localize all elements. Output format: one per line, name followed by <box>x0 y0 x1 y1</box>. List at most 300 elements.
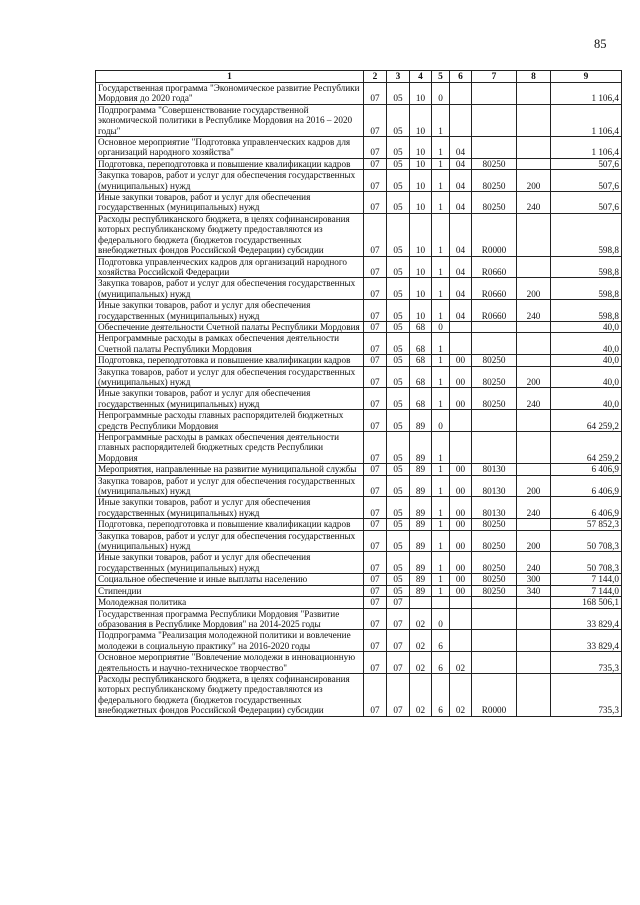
code-measure-cell <box>450 104 472 136</box>
table-row <box>96 321 622 332</box>
code-measure-cell <box>450 410 472 432</box>
code-measure-cell: 00 <box>450 585 472 596</box>
code-subprogram-cell: 1 <box>432 170 450 192</box>
code-subprogram-cell: 1 <box>432 158 450 169</box>
code-direction-cell <box>472 432 517 464</box>
row-amount-cell: 507,6 <box>551 192 622 214</box>
code-subprogram-cell: 0 <box>432 608 450 630</box>
column-header: 9 <box>551 71 622 83</box>
row-name-cell: Подготовка, переподготовка и повышение квалификации кадров <box>96 355 364 366</box>
code-expense-type-cell: 240 <box>517 497 551 519</box>
column-header: 8 <box>517 71 551 83</box>
code-program-cell: 02 <box>410 652 432 674</box>
row-amount-cell: 40,0 <box>551 321 622 332</box>
row-amount-cell: 598,8 <box>551 300 622 322</box>
code-program-cell: 89 <box>410 574 432 585</box>
code-program-cell: 68 <box>410 333 432 355</box>
code-direction-cell <box>472 333 517 355</box>
row-name-cell: Основное мероприятие "Вовлечение молодежи в инновационную деятельность и научно-техническое творчество" <box>96 652 364 674</box>
code-program-cell: 68 <box>410 366 432 388</box>
table-row <box>96 608 622 630</box>
table-row <box>96 158 622 169</box>
row-name-cell: Закупка товаров, работ и услуг для обеспечения государственных (муниципальных) нужд <box>96 278 364 300</box>
code-ministry-cell: 07 <box>364 83 387 105</box>
code-expense-type-cell <box>517 355 551 366</box>
code-measure-cell: 04 <box>450 278 472 300</box>
code-expense-type-cell <box>517 597 551 608</box>
budget-table <box>95 70 622 717</box>
code-measure-cell: 04 <box>450 137 472 159</box>
code-direction-cell <box>472 652 517 674</box>
row-amount-cell: 40,0 <box>551 366 622 388</box>
code-section-cell: 05 <box>387 321 410 332</box>
code-ministry-cell: 07 <box>364 300 387 322</box>
row-amount-cell: 598,8 <box>551 256 622 278</box>
row-amount-cell: 507,6 <box>551 158 622 169</box>
code-measure-cell <box>450 333 472 355</box>
code-subprogram-cell: 1 <box>432 585 450 596</box>
code-subprogram-cell: 0 <box>432 410 450 432</box>
code-section-cell: 05 <box>387 585 410 596</box>
table-row <box>96 366 622 388</box>
code-direction-cell: 80250 <box>472 552 517 574</box>
code-section-cell: 05 <box>387 137 410 159</box>
row-name-cell: Подготовка управленческих кадров для организаций народного хозяйства Российской Федерации <box>96 256 364 278</box>
row-amount-cell: 168 506,1 <box>551 597 622 608</box>
table-row <box>96 410 622 432</box>
row-name-cell: Социальное обеспечение и иные выплаты населению <box>96 574 364 585</box>
code-ministry-cell: 07 <box>364 137 387 159</box>
row-name-cell: Непрограммные расходы в рамках обеспечения деятельности Счетной палаты Республики Мордовия <box>96 333 364 355</box>
code-expense-type-cell: 240 <box>517 552 551 574</box>
column-header: 4 <box>410 71 432 83</box>
row-amount-cell: 1 106,4 <box>551 104 622 136</box>
code-expense-type-cell: 240 <box>517 300 551 322</box>
table-row <box>96 388 622 410</box>
code-expense-type-cell <box>517 652 551 674</box>
code-section-cell: 05 <box>387 388 410 410</box>
code-measure-cell: 00 <box>450 388 472 410</box>
code-ministry-cell: 07 <box>364 388 387 410</box>
code-expense-type-cell <box>517 410 551 432</box>
code-expense-type-cell <box>517 630 551 652</box>
code-ministry-cell: 07 <box>364 333 387 355</box>
table-row <box>96 464 622 475</box>
row-name-cell: Иные закупки товаров, работ и услуг для обеспечения государственных (муниципальных) нужд <box>96 388 364 410</box>
code-section-cell: 05 <box>387 519 410 530</box>
code-measure-cell: 04 <box>450 170 472 192</box>
code-program-cell: 02 <box>410 673 432 716</box>
code-ministry-cell: 07 <box>364 652 387 674</box>
code-direction-cell <box>472 630 517 652</box>
code-direction-cell <box>472 410 517 432</box>
code-program-cell: 10 <box>410 158 432 169</box>
table-row <box>96 652 622 674</box>
code-expense-type-cell: 200 <box>517 170 551 192</box>
code-ministry-cell: 07 <box>364 608 387 630</box>
code-section-cell: 07 <box>387 597 410 608</box>
row-amount-cell: 7 144,0 <box>551 585 622 596</box>
code-program-cell: 10 <box>410 278 432 300</box>
code-direction-cell: 80130 <box>472 464 517 475</box>
table-row <box>96 137 622 159</box>
code-ministry-cell: 07 <box>364 475 387 497</box>
table-row <box>96 170 622 192</box>
code-direction-cell: 80130 <box>472 475 517 497</box>
code-measure-cell <box>450 608 472 630</box>
code-measure-cell: 00 <box>450 475 472 497</box>
code-expense-type-cell: 300 <box>517 574 551 585</box>
code-measure-cell: 00 <box>450 355 472 366</box>
code-subprogram-cell: 1 <box>432 300 450 322</box>
table-row <box>96 355 622 366</box>
code-ministry-cell: 07 <box>364 410 387 432</box>
code-direction-cell: 80250 <box>472 574 517 585</box>
code-subprogram-cell: 1 <box>432 137 450 159</box>
row-amount-cell: 598,8 <box>551 213 622 256</box>
code-measure-cell: 00 <box>450 464 472 475</box>
code-subprogram-cell: 1 <box>432 278 450 300</box>
row-name-cell: Основное мероприятие "Подготовка управленческих кадров для организаций народного хозяйства" <box>96 137 364 159</box>
code-ministry-cell: 07 <box>364 552 387 574</box>
row-name-cell: Закупка товаров, работ и услуг для обеспечения государственных (муниципальных) нужд <box>96 530 364 552</box>
code-program-cell: 68 <box>410 388 432 410</box>
row-name-cell: Мероприятия, направленные на развитие муниципальной службы <box>96 464 364 475</box>
column-header: 2 <box>364 71 387 83</box>
column-header: 1 <box>96 71 364 83</box>
code-ministry-cell: 07 <box>364 673 387 716</box>
row-name-cell: Подготовка, переподготовка и повышение квалификации кадров <box>96 158 364 169</box>
code-measure-cell: 04 <box>450 192 472 214</box>
code-program-cell: 89 <box>410 410 432 432</box>
code-measure-cell: 00 <box>450 530 472 552</box>
code-direction-cell: R0660 <box>472 300 517 322</box>
code-subprogram-cell: 1 <box>432 256 450 278</box>
row-name-cell: Непрограммные расходы в рамках обеспечения деятельности главных распорядителей бюджетных средств Республики Мордовия <box>96 432 364 464</box>
code-subprogram-cell: 1 <box>432 213 450 256</box>
code-section-cell: 07 <box>387 608 410 630</box>
code-ministry-cell: 07 <box>364 530 387 552</box>
code-ministry-cell: 07 <box>364 355 387 366</box>
code-direction-cell: 80250 <box>472 158 517 169</box>
code-ministry-cell: 07 <box>364 170 387 192</box>
code-direction-cell: 80250 <box>472 170 517 192</box>
table-row <box>96 83 622 105</box>
code-measure-cell <box>450 630 472 652</box>
code-section-cell: 05 <box>387 333 410 355</box>
table-row <box>96 104 622 136</box>
code-ministry-cell: 07 <box>364 597 387 608</box>
code-section-cell: 05 <box>387 355 410 366</box>
code-expense-type-cell: 200 <box>517 366 551 388</box>
code-subprogram-cell: 1 <box>432 432 450 464</box>
code-program-cell: 89 <box>410 530 432 552</box>
code-program-cell: 68 <box>410 355 432 366</box>
code-program-cell: 10 <box>410 300 432 322</box>
code-subprogram-cell: 1 <box>432 497 450 519</box>
code-ministry-cell: 07 <box>364 158 387 169</box>
code-expense-type-cell <box>517 519 551 530</box>
code-program-cell: 68 <box>410 321 432 332</box>
column-header: 5 <box>432 71 450 83</box>
code-expense-type-cell <box>517 256 551 278</box>
row-amount-cell: 64 259,2 <box>551 432 622 464</box>
code-subprogram-cell: 1 <box>432 475 450 497</box>
code-expense-type-cell <box>517 83 551 105</box>
code-ministry-cell: 07 <box>364 519 387 530</box>
code-expense-type-cell: 200 <box>517 475 551 497</box>
code-measure-cell <box>450 321 472 332</box>
row-name-cell: Стипендии <box>96 585 364 596</box>
row-name-cell: Иные закупки товаров, работ и услуг для обеспечения государственных (муниципальных) нужд <box>96 192 364 214</box>
code-direction-cell: 80130 <box>472 497 517 519</box>
row-name-cell: Государственная программа "Экономическое развитие Республики Мордовия до 2020 года" <box>96 83 364 105</box>
code-direction-cell: 80250 <box>472 192 517 214</box>
table-row <box>96 192 622 214</box>
code-measure-cell <box>450 597 472 608</box>
table-row <box>96 585 622 596</box>
row-name-cell: Закупка товаров, работ и услуг для обеспечения государственных (муниципальных) нужд <box>96 475 364 497</box>
code-measure-cell: 04 <box>450 158 472 169</box>
code-direction-cell <box>472 597 517 608</box>
table-row <box>96 213 622 256</box>
code-expense-type-cell: 340 <box>517 585 551 596</box>
code-direction-cell: 80250 <box>472 530 517 552</box>
row-name-cell: Закупка товаров, работ и услуг для обеспечения государственных (муниципальных) нужд <box>96 366 364 388</box>
row-name-cell: Подпрограмма "Реализация молодежной политики и вовлечение молодежи в социальную практику" на 2016-2020 годы <box>96 630 364 652</box>
code-program-cell: 10 <box>410 104 432 136</box>
code-expense-type-cell: 240 <box>517 388 551 410</box>
code-subprogram-cell: 1 <box>432 333 450 355</box>
code-direction-cell: 80250 <box>472 355 517 366</box>
code-ministry-cell: 07 <box>364 278 387 300</box>
code-program-cell: 89 <box>410 519 432 530</box>
code-ministry-cell: 07 <box>364 213 387 256</box>
code-program-cell: 10 <box>410 256 432 278</box>
row-name-cell: Подготовка, переподготовка и повышение квалификации кадров <box>96 519 364 530</box>
code-section-cell: 05 <box>387 170 410 192</box>
row-amount-cell: 40,0 <box>551 388 622 410</box>
code-program-cell: 10 <box>410 192 432 214</box>
page-number: 85 <box>594 37 607 51</box>
code-ministry-cell: 07 <box>364 432 387 464</box>
code-direction-cell: 80250 <box>472 366 517 388</box>
code-section-cell: 05 <box>387 464 410 475</box>
code-measure-cell <box>450 83 472 105</box>
row-name-cell: Государственная программа Республики Мордовия "Развитие образования в Республике Мордовия" на 2014-2025 годы <box>96 608 364 630</box>
row-amount-cell: 40,0 <box>551 333 622 355</box>
code-section-cell: 05 <box>387 530 410 552</box>
table-row <box>96 333 622 355</box>
code-subprogram-cell <box>432 597 450 608</box>
code-section-cell: 05 <box>387 213 410 256</box>
code-section-cell: 07 <box>387 652 410 674</box>
code-subprogram-cell: 1 <box>432 519 450 530</box>
code-ministry-cell: 07 <box>364 574 387 585</box>
column-header: 3 <box>387 71 410 83</box>
code-section-cell: 05 <box>387 278 410 300</box>
code-direction-cell: R0660 <box>472 278 517 300</box>
code-expense-type-cell <box>517 321 551 332</box>
code-ministry-cell: 07 <box>364 321 387 332</box>
code-measure-cell: 04 <box>450 300 472 322</box>
code-direction-cell: 80250 <box>472 388 517 410</box>
code-measure-cell <box>450 432 472 464</box>
table-row <box>96 432 622 464</box>
code-section-cell: 05 <box>387 497 410 519</box>
code-section-cell: 05 <box>387 104 410 136</box>
code-expense-type-cell <box>517 464 551 475</box>
table-row <box>96 300 622 322</box>
row-name-cell: Обеспечение деятельности Счетной палаты Республики Мордовия <box>96 321 364 332</box>
table-row <box>96 597 622 608</box>
code-program-cell: 10 <box>410 137 432 159</box>
code-expense-type-cell: 200 <box>517 530 551 552</box>
row-amount-cell: 598,8 <box>551 278 622 300</box>
code-subprogram-cell: 0 <box>432 83 450 105</box>
code-measure-cell: 04 <box>450 256 472 278</box>
code-subprogram-cell: 6 <box>432 630 450 652</box>
row-amount-cell: 50 708,3 <box>551 552 622 574</box>
code-direction-cell <box>472 83 517 105</box>
column-header: 6 <box>450 71 472 83</box>
code-ministry-cell: 07 <box>364 104 387 136</box>
code-ministry-cell: 07 <box>364 497 387 519</box>
code-measure-cell: 00 <box>450 497 472 519</box>
row-amount-cell: 40,0 <box>551 355 622 366</box>
code-direction-cell <box>472 137 517 159</box>
code-direction-cell <box>472 608 517 630</box>
table-row <box>96 552 622 574</box>
code-expense-type-cell <box>517 104 551 136</box>
code-subprogram-cell: 6 <box>432 652 450 674</box>
row-name-cell: Расходы республиканского бюджета, в целях софинансирования которых республиканскому бюджету предоставляются из федерального бюджета (бюджетов государственных внебюджетных фондов Российской Федерации) субсидии <box>96 673 364 716</box>
code-section-cell: 05 <box>387 300 410 322</box>
code-program-cell: 89 <box>410 432 432 464</box>
table-header-row <box>96 71 622 83</box>
code-program-cell: 89 <box>410 475 432 497</box>
table-row <box>96 530 622 552</box>
code-direction-cell <box>472 104 517 136</box>
table-row <box>96 519 622 530</box>
code-expense-type-cell <box>517 673 551 716</box>
code-expense-type-cell <box>517 213 551 256</box>
code-section-cell: 05 <box>387 410 410 432</box>
code-program-cell: 89 <box>410 585 432 596</box>
code-expense-type-cell <box>517 432 551 464</box>
table-row <box>96 475 622 497</box>
code-subprogram-cell: 1 <box>432 366 450 388</box>
code-ministry-cell: 07 <box>364 366 387 388</box>
code-section-cell: 05 <box>387 574 410 585</box>
table-row <box>96 278 622 300</box>
code-program-cell: 10 <box>410 213 432 256</box>
row-amount-cell: 6 406,9 <box>551 475 622 497</box>
code-expense-type-cell <box>517 608 551 630</box>
code-measure-cell: 00 <box>450 519 472 530</box>
row-amount-cell: 1 106,4 <box>551 83 622 105</box>
code-subprogram-cell: 6 <box>432 673 450 716</box>
table-body <box>96 83 622 717</box>
code-expense-type-cell <box>517 158 551 169</box>
row-amount-cell: 507,6 <box>551 170 622 192</box>
row-amount-cell: 6 406,9 <box>551 497 622 519</box>
code-measure-cell: 00 <box>450 366 472 388</box>
code-direction-cell: 80250 <box>472 585 517 596</box>
code-subprogram-cell: 0 <box>432 321 450 332</box>
row-amount-cell: 50 708,3 <box>551 530 622 552</box>
row-amount-cell: 6 406,9 <box>551 464 622 475</box>
code-subprogram-cell: 1 <box>432 464 450 475</box>
code-ministry-cell: 07 <box>364 192 387 214</box>
table-row <box>96 256 622 278</box>
table-row <box>96 673 622 716</box>
table-row <box>96 497 622 519</box>
code-ministry-cell: 07 <box>364 464 387 475</box>
code-section-cell: 05 <box>387 192 410 214</box>
code-section-cell: 05 <box>387 256 410 278</box>
row-name-cell: Иные закупки товаров, работ и услуг для обеспечения государственных (муниципальных) нужд <box>96 552 364 574</box>
row-amount-cell: 57 852,3 <box>551 519 622 530</box>
code-measure-cell: 04 <box>450 213 472 256</box>
code-subprogram-cell: 1 <box>432 388 450 410</box>
code-program-cell: 89 <box>410 552 432 574</box>
row-name-cell: Закупка товаров, работ и услуг для обеспечения государственных (муниципальных) нужд <box>96 170 364 192</box>
code-expense-type-cell: 240 <box>517 192 551 214</box>
code-program-cell: 89 <box>410 464 432 475</box>
row-amount-cell: 1 106,4 <box>551 137 622 159</box>
code-section-cell: 05 <box>387 432 410 464</box>
row-name-cell: Иные закупки товаров, работ и услуг для обеспечения государственных (муниципальных) нужд <box>96 497 364 519</box>
code-direction-cell: R0000 <box>472 213 517 256</box>
code-subprogram-cell: 1 <box>432 192 450 214</box>
code-direction-cell: 80250 <box>472 519 517 530</box>
code-subprogram-cell: 1 <box>432 574 450 585</box>
code-section-cell: 05 <box>387 552 410 574</box>
row-name-cell: Иные закупки товаров, работ и услуг для обеспечения государственных (муниципальных) нужд <box>96 300 364 322</box>
code-subprogram-cell: 1 <box>432 552 450 574</box>
code-expense-type-cell <box>517 137 551 159</box>
row-amount-cell: 7 144,0 <box>551 574 622 585</box>
row-amount-cell: 33 829,4 <box>551 608 622 630</box>
code-measure-cell: 02 <box>450 673 472 716</box>
row-amount-cell: 33 829,4 <box>551 630 622 652</box>
row-name-cell: Подпрограмма "Совершенствование государственной экономической политики в Республике Мордовия на 2016 – 2020 годы" <box>96 104 364 136</box>
code-section-cell: 05 <box>387 475 410 497</box>
code-direction-cell: R0660 <box>472 256 517 278</box>
code-subprogram-cell: 1 <box>432 530 450 552</box>
code-section-cell: 07 <box>387 673 410 716</box>
column-header: 7 <box>472 71 517 83</box>
code-subprogram-cell: 1 <box>432 104 450 136</box>
row-name-cell: Молодежная политика <box>96 597 364 608</box>
code-direction-cell <box>472 321 517 332</box>
code-measure-cell: 02 <box>450 652 472 674</box>
code-program-cell: 89 <box>410 497 432 519</box>
code-ministry-cell: 07 <box>364 256 387 278</box>
code-expense-type-cell <box>517 333 551 355</box>
table-row <box>96 574 622 585</box>
row-amount-cell: 735,3 <box>551 673 622 716</box>
code-measure-cell: 00 <box>450 574 472 585</box>
row-name-cell: Непрограммные расходы главных распорядителей бюджетных средств Республики Мордовия <box>96 410 364 432</box>
code-section-cell: 07 <box>387 630 410 652</box>
code-ministry-cell: 07 <box>364 630 387 652</box>
code-program-cell <box>410 597 432 608</box>
row-amount-cell: 735,3 <box>551 652 622 674</box>
code-ministry-cell: 07 <box>364 585 387 596</box>
code-program-cell: 02 <box>410 608 432 630</box>
